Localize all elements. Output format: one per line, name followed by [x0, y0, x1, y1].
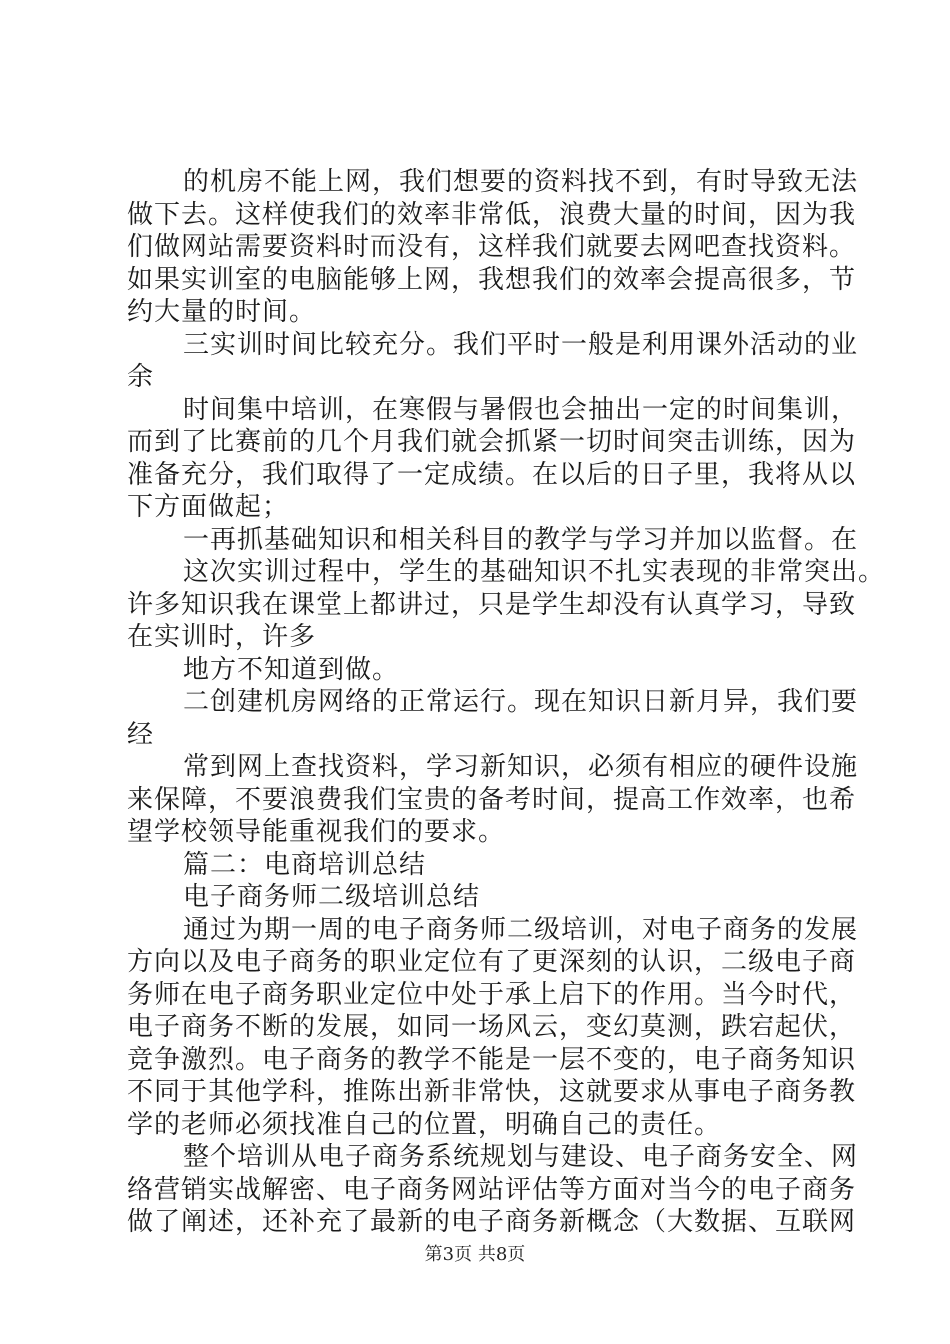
text-line: 整个培训从电子商务系统规划与建设、电子商务安全、网 [183, 1142, 859, 1172]
text-line: 竞争激烈。电子商务的教学不能是一层不变的，电子商务知识 [127, 1044, 857, 1075]
text-line: 如果实训室的电脑能够上网，我想我们的效率会提高很多，节 [127, 264, 857, 295]
text-line: 约大量的时间。 [127, 297, 317, 327]
text-line: 一再抓基础知识和相关科目的教学与学习并加以监督。在 [183, 524, 859, 555]
text-line: 而到了比赛前的几个月我们就会抓紧一切时间突击训练，因为 [127, 427, 857, 457]
text-line: 准备充分，我们取得了一定成绩。在以后的日子里，我将从以 [127, 459, 857, 490]
text-line: 经 [127, 719, 155, 750]
text-line: 通过为期一周的电子商务师二级培训，对电子商务的发展 [183, 914, 859, 945]
text-line: 二创建机房网络的正常运行。现在知识日新月异，我们要 [183, 687, 859, 717]
text-line: 常到网上查找资料，学习新知识，必须有相应的硬件设施 [183, 752, 859, 782]
text-line: 时间集中培训，在寒假与暑假也会抽出一定的时间集训， [183, 394, 859, 425]
text-line: 方向以及电子商务的职业定位有了更深刻的认识，二级电子商 [127, 947, 857, 977]
text-line: 三实训时间比较充分。我们平时一般是利用课外活动的业 [183, 329, 859, 360]
page-footer: 第3页 共8页 [424, 1244, 526, 1265]
text-line: 络营销实战解密、电子商务网站评估等方面对当今的电子商务 [127, 1174, 857, 1205]
text-line: 电子商务师二级培训总结 [183, 882, 481, 912]
text-line: 的机房不能上网，我们想要的资料找不到，有时导致无法 [183, 167, 859, 197]
text-line: 学的老师必须找准自己的位置，明确自己的责任。 [127, 1109, 722, 1140]
text-line: 这次实训过程中，学生的基础知识不扎实表现的非常突出。 [183, 557, 886, 587]
text-line: 在实训时，许多 [127, 622, 317, 652]
text-line: 不同于其他学科，推陈出新非常快，这就要求从事电子商务教 [127, 1077, 857, 1107]
text-line: 许多知识我在课堂上都讲过，只是学生却没有认真学习，导致 [127, 589, 857, 620]
text-line: 们做网站需要资料时而没有，这样我们就要去网吧查找资料。 [127, 232, 857, 262]
text-line: 做了阐述，还补充了最新的电子商务新概念（大数据、互联网 [127, 1207, 857, 1237]
text-line: 余 [127, 362, 155, 392]
text-line: 地方不知道到做。 [183, 654, 400, 685]
body-text [127, 166, 886, 1239]
text-line: 篇二：电商培训总结 [183, 849, 427, 880]
text-line: 望学校领导能重视我们的要求。 [127, 817, 506, 847]
text-line: 做下去。这样使我们的效率非常低，浪费大量的时间，因为我 [127, 199, 857, 230]
text-line: 务师在电子商务职业定位中处于承上启下的作用。当今时代， [127, 979, 857, 1010]
text-line: 电子商务不断的发展，如同一场风云，变幻莫测，跌宕起伏， [127, 1012, 857, 1042]
text-line: 来保障，不要浪费我们宝贵的备考时间，提高工作效率，也希 [127, 784, 857, 815]
text-line: 下方面做起； [127, 492, 290, 522]
